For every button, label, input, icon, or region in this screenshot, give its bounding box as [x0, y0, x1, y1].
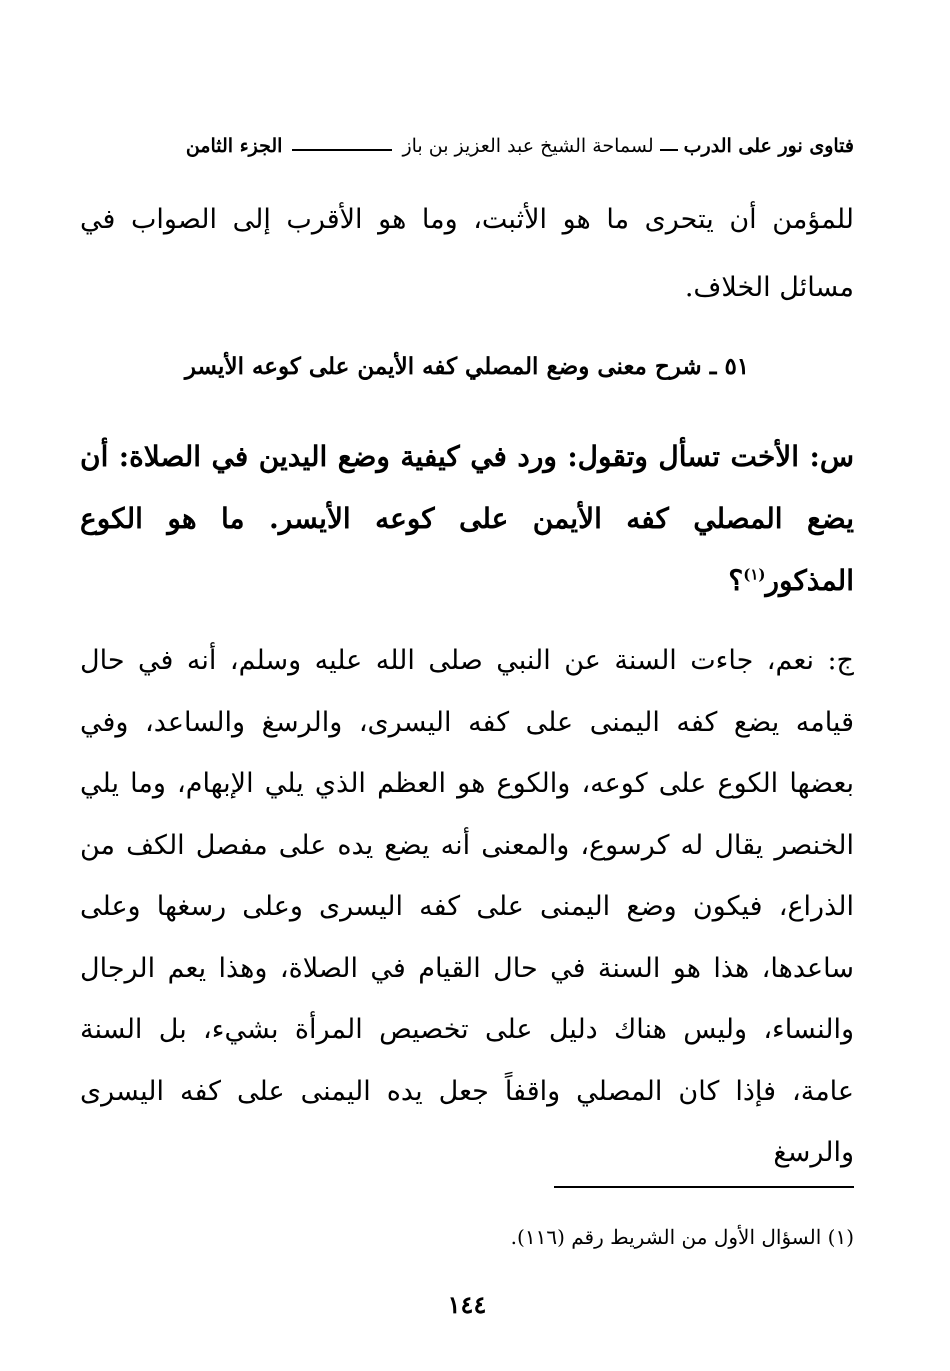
section-title: ٥١ ـ شرح معنى وضع المصلي كفه الأيمن على كوعه الأيسر	[184, 353, 750, 380]
footnote-text: (١) السؤال الأول من الشريط رقم (١١٦).	[510, 1225, 854, 1249]
footnote-divider	[554, 1186, 854, 1188]
book-title: فتاوى نور على الدرب	[683, 135, 854, 157]
author-name: لسماحة الشيخ عبد العزيز بن باز	[402, 135, 654, 157]
header-rule	[292, 149, 392, 151]
page-number: ١٤٤	[447, 1290, 487, 1319]
question-text: س: الأخت تسأل وتقول: ورد في كيفية وضع اليدين في الصلاة: أن يضع المصلي كفه الأيمن على كوعه الأيسر. ما هو الكوع المذكور	[80, 440, 854, 597]
volume-label: الجزء الثامن	[185, 135, 283, 157]
question-end-mark: ؟	[728, 564, 744, 597]
footnote-marker: (١)	[743, 565, 766, 584]
running-header	[80, 126, 854, 166]
answer-paragraph: ج: نعم، جاءت السنة عن النبي صلى الله عليه وسلم، أنه في حال قيامه يضع كفه اليمنى على كفه اليسرى، والرسغ والساعد، وفي بعضها الكوع على كوعه، والكوع هو العظم الذي يلي الإبهام، وما يلي الخنصر يقال له كرسوع، والمعنى أنه يضع يده على مفصل الكف من الذراع، فيكون وضع اليمنى على كفه اليسرى وعلى رسغها وعلى ساعدها، هذا هو السنة في حال القيام في الصلاة، وهذا يعم الرجال والنساء، وليس هناك دليل على تخصيص المرأة بشيء، بل السنة عامة، فإذا كان المصلي واقفاً جعل يده اليمنى على كفه اليسرى والرسغ	[80, 645, 854, 1168]
question-paragraph	[80, 426, 854, 612]
header-separator-dash	[660, 149, 678, 151]
intro-paragraph: للمؤمن أن يتحرى ما هو الأثبت، وما هو الأقرب إلى الصواب في مسائل الخلاف.	[80, 204, 854, 303]
book-page	[80, 0, 854, 1371]
